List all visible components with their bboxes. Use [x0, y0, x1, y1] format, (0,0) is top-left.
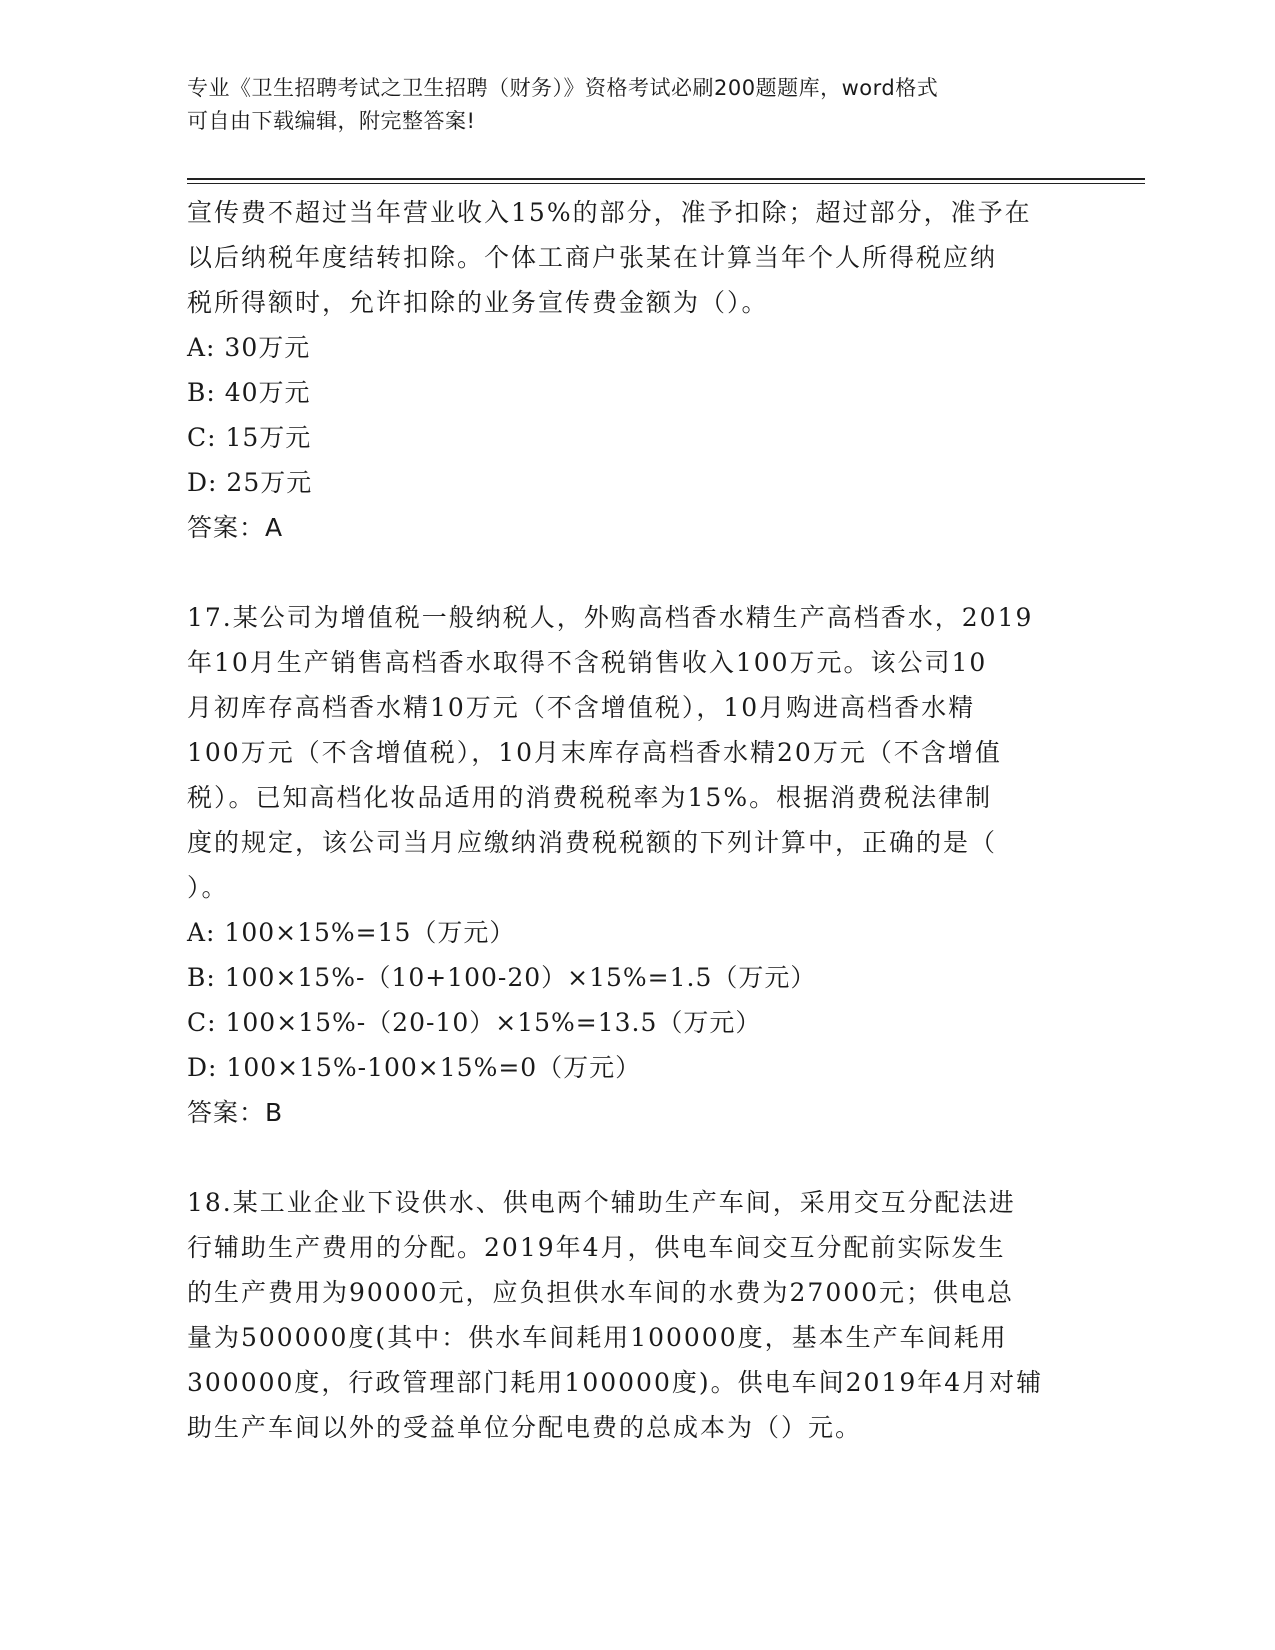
question-17-text-line-7: ）。	[187, 873, 229, 902]
question-16-option-c: C: 15万元	[187, 423, 312, 452]
question-17-text-line-5: 税）。已知高档化妆品适用的消费税税率为15%。根据消费税法律制	[187, 783, 993, 812]
spacer	[187, 1135, 1082, 1180]
header-title-line-1: 专业《卫生招聘考试之卫生招聘（财务）》资格考试必刷200题题库，word格式	[187, 76, 939, 100]
document-header	[187, 72, 1067, 138]
question-18-text-line-4: 量为500000度(其中：供水车间耗用100000度，基本生产车间耗用	[187, 1323, 1008, 1352]
header-title-line-2: 可自由下载编辑，附完整答案!	[187, 109, 476, 133]
question-18-text-line-6: 助生产车间以外的受益单位分配电费的总成本为（）元。	[187, 1413, 863, 1442]
question-17-text-line-4: 100万元（不含增值税），10月末库存高档香水精20万元（不含增值	[187, 738, 1002, 767]
question-16-option-a: A: 30万元	[187, 333, 311, 362]
header-divider-thick	[187, 178, 1145, 180]
question-18	[187, 1180, 1082, 1450]
question-17-option-d: D: 100×15%-100×15%=0（万元）	[187, 1053, 642, 1082]
question-17-text-line-3: 月初库存高档香水精10万元（不含增值税），10月购进高档香水精	[187, 693, 976, 722]
question-16-answer: 答案：A	[187, 513, 284, 542]
header-divider-thin	[187, 183, 1145, 184]
question-18-text-line-3: 的生产费用为90000元，应负担供水车间的水费为27000元；供电总	[187, 1278, 1015, 1307]
question-16-text-line-3: 税所得额时，允许扣除的业务宣传费金额为（）。	[187, 288, 769, 317]
question-18-text-line-2: 行辅助生产费用的分配。2019年4月，供电车间交互分配前实际发生	[187, 1233, 1006, 1262]
question-16-text-line-1: 宣传费不超过当年营业收入15%的部分，准予扣除；超过部分，准予在	[187, 198, 1032, 227]
question-17-text-line-2: 年10月生产销售高档香水取得不含税销售收入100万元。该公司10	[187, 648, 988, 677]
question-17-option-a: A: 100×15%=15（万元）	[187, 918, 516, 947]
question-17-text-line-1: 17.某公司为增值税一般纳税人，外购高档香水精生产高档香水，2019	[187, 603, 1034, 632]
question-16-option-b: B: 40万元	[187, 378, 311, 407]
question-16	[187, 190, 1082, 550]
question-17-answer: 答案：B	[187, 1098, 284, 1127]
question-17-option-b: B: 100×15%-（10+100-20）×15%=1.5（万元）	[187, 963, 817, 992]
question-17-text-line-6: 度的规定，该公司当月应缴纳消费税税额的下列计算中，正确的是（	[187, 828, 998, 857]
document-body	[187, 190, 1082, 1450]
spacer	[187, 550, 1082, 595]
question-18-text-line-5: 300000度，行政管理部门耗用100000度)。供电车间2019年4月对辅	[187, 1368, 1044, 1397]
question-17	[187, 595, 1082, 1135]
question-17-option-c: C: 100×15%-（20-10）×15%=13.5（万元）	[187, 1008, 762, 1037]
question-16-option-d: D: 25万元	[187, 468, 313, 497]
question-16-text-line-2: 以后纳税年度结转扣除。个体工商户张某在计算当年个人所得税应纳	[187, 243, 998, 272]
question-18-text-line-1: 18.某工业企业下设供水、供电两个辅助生产车间，采用交互分配法进	[187, 1188, 1016, 1217]
